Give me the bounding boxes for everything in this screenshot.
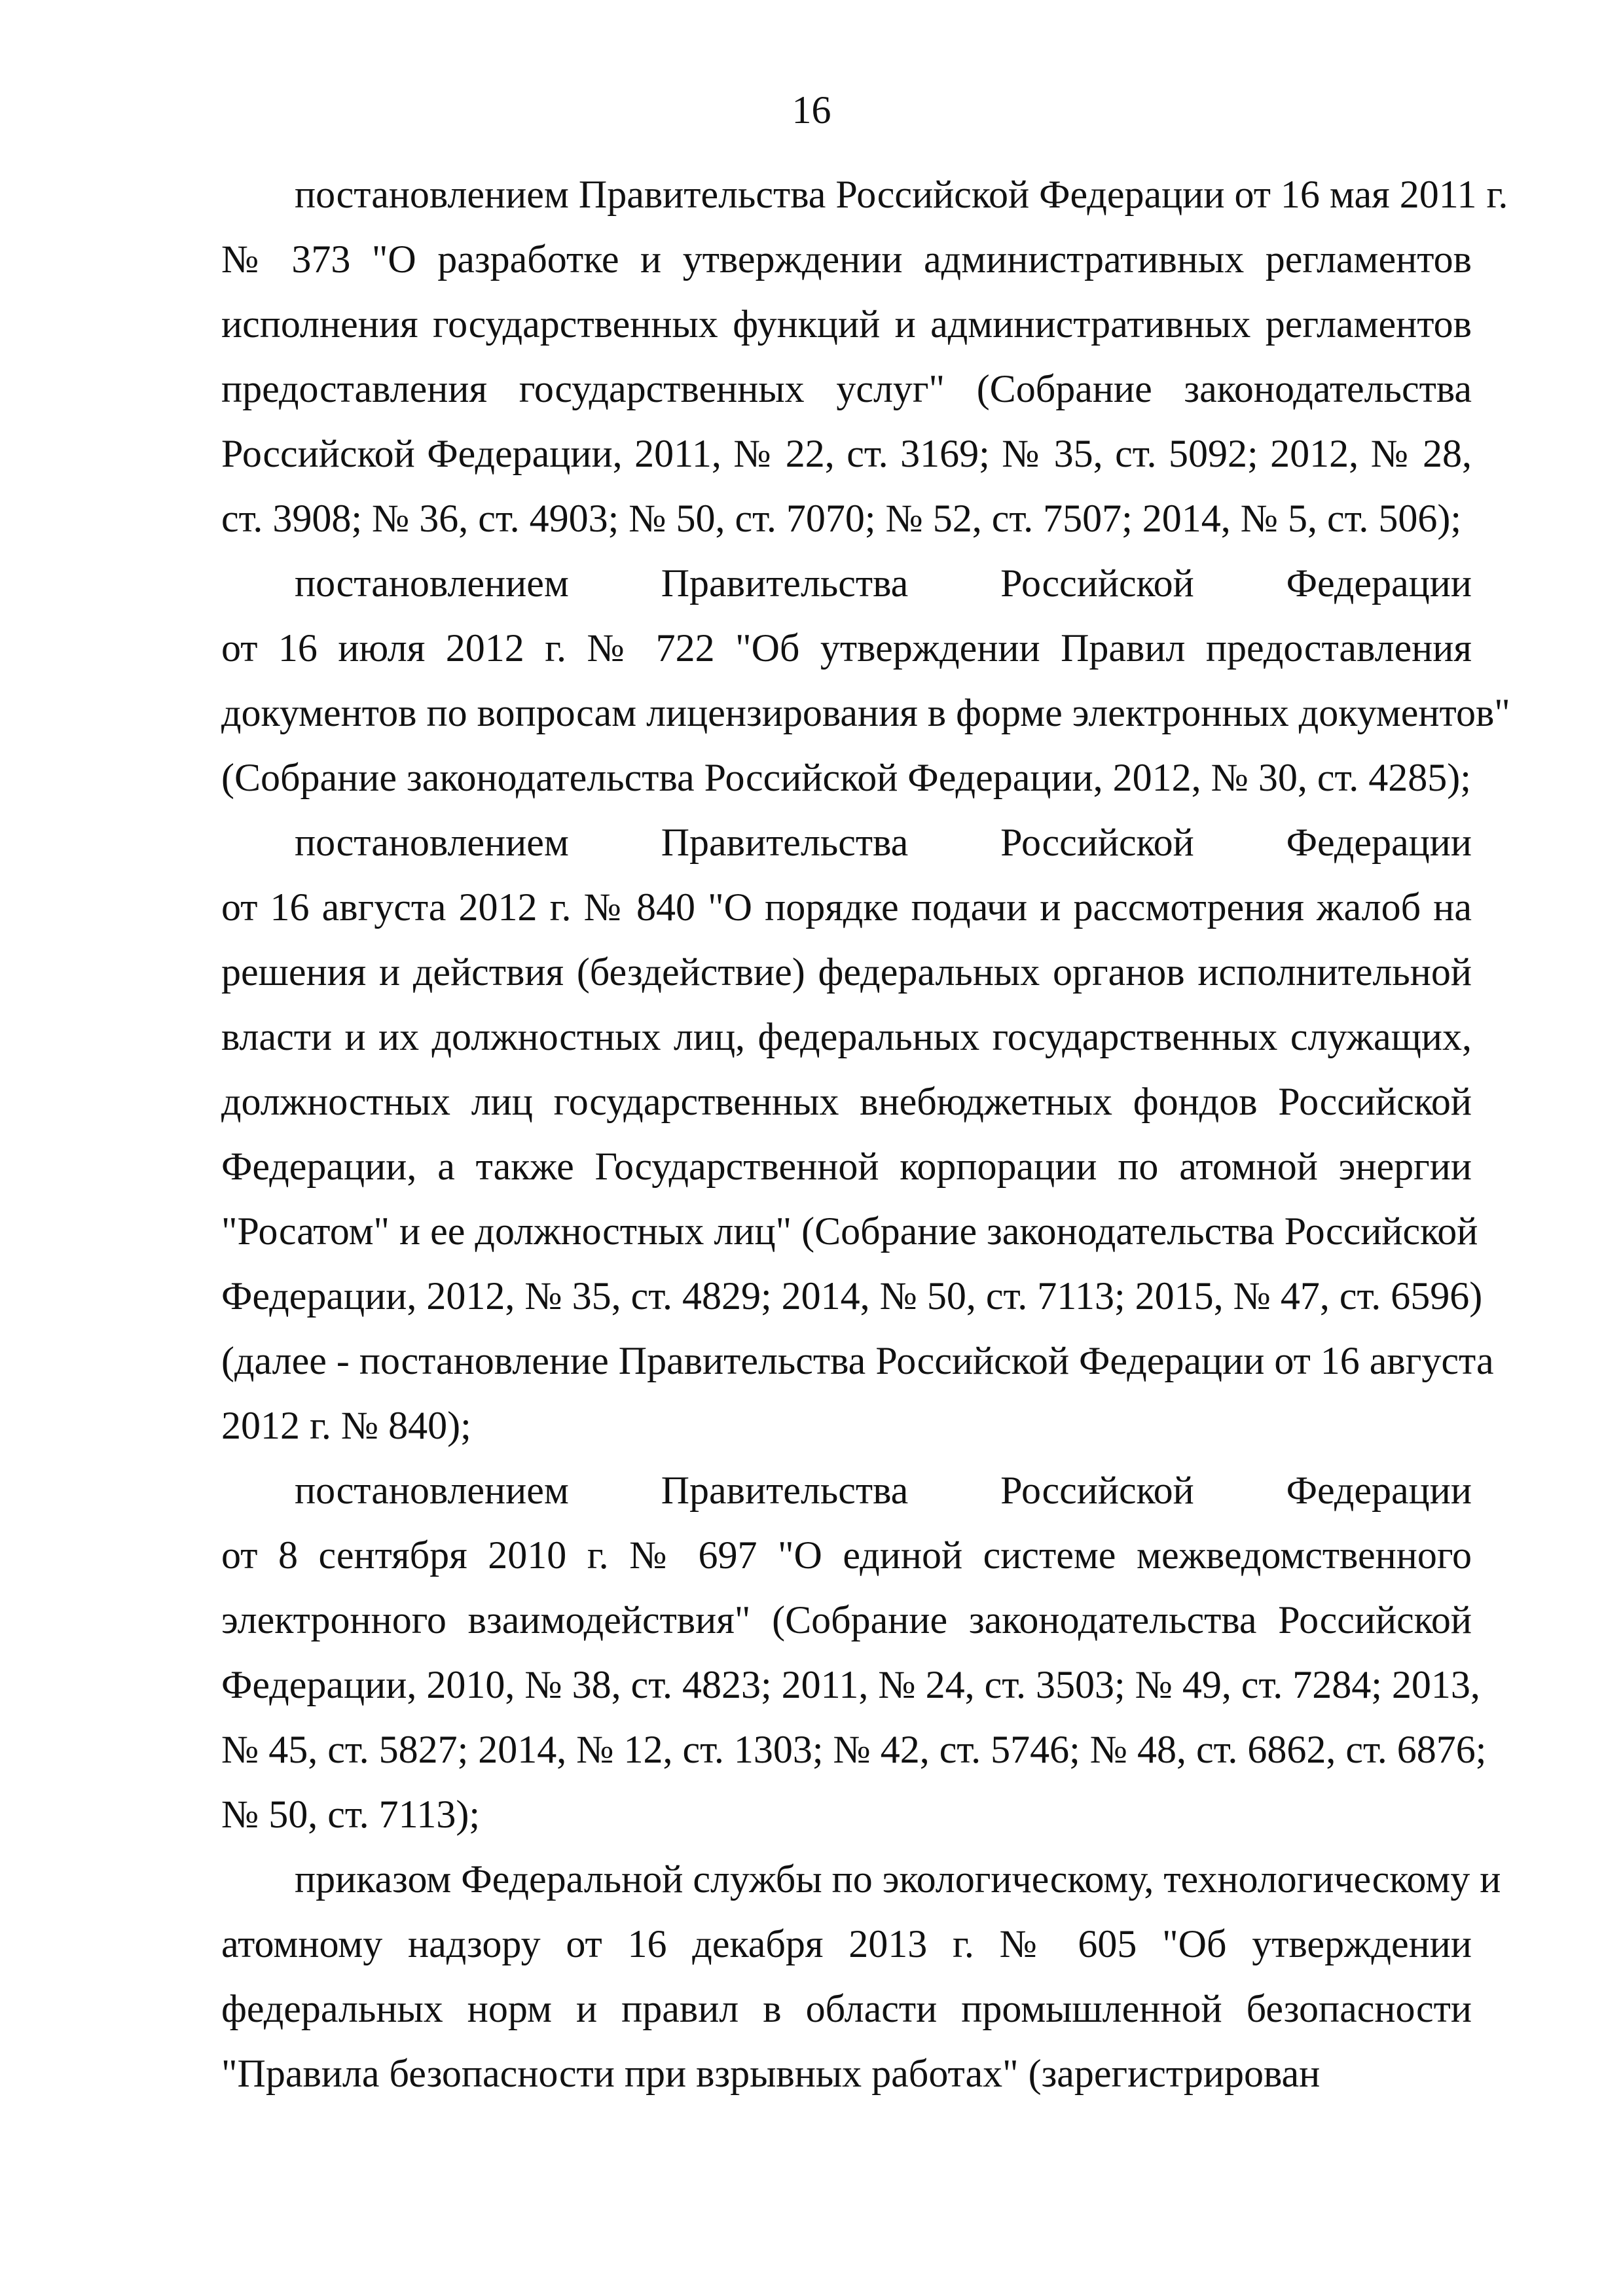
text-line: постановлением Правительства Российской Федерации: [295, 562, 1472, 605]
text-line: исполнения государственных функций и административных регламентов: [221, 302, 1472, 346]
text-line: постановлением Правительства Российской Федерации: [295, 821, 1472, 864]
paragraph: [221, 1847, 1501, 2106]
text-line: "Правила безопасности при взрывных работах" (зарегистрирован: [221, 2052, 1321, 2095]
text-line: (далее - постановление Правительства Российской Федерации от 16 августа: [221, 1339, 1494, 1382]
paragraph: [221, 810, 1494, 1458]
text-line: № 45, ст. 5827; 2014, № 12, ст. 1303; № 42, ст. 5746; № 48, ст. 6862, ст. 6876;: [221, 1728, 1487, 1771]
text-line: предоставления государственных услуг" (Собрание законодательства: [221, 367, 1472, 410]
text-line: документов по вопросам лицензирования в форме электронных документов": [221, 691, 1510, 734]
text-line: Федерации, а также Государственной корпорации по атомной энергии: [221, 1145, 1472, 1188]
text-line: электронного взаимодействия" (Собрание законодательства Российской: [221, 1598, 1472, 1641]
text-line: постановлением Правительства Российской Федерации: [295, 1469, 1472, 1512]
text-line: федеральных норм и правил в области промышленной безопасности: [221, 1987, 1472, 2030]
text-line: Федерации, 2012, № 35, ст. 4829; 2014, № 50, ст. 7113; 2015, № 47, ст. 6596): [221, 1274, 1483, 1318]
text-line: власти и их должностных лиц, федеральных государственных служащих,: [221, 1015, 1472, 1058]
paragraph: [221, 1458, 1487, 1847]
text-line: № 50, ст. 7113);: [221, 1793, 481, 1836]
text-line: от 16 августа 2012 г. № 840 "О порядке подачи и рассмотрения жалоб на: [221, 886, 1472, 929]
text-line: от 8 сентября 2010 г. № 697 "О единой системе межведомственного: [221, 1534, 1472, 1577]
text-line: приказом Федеральной службы по экологическому, технологическому и: [295, 1857, 1501, 1901]
text-line: должностных лиц государственных внебюджетных фондов Российской: [221, 1080, 1472, 1123]
paragraph: [221, 162, 1508, 551]
body-text: [221, 162, 1510, 2106]
text-line: атомному надзору от 16 декабря 2013 г. № 605 "Об утверждении: [221, 1922, 1472, 1965]
page-number: 16: [792, 88, 831, 132]
text-line: Федерации, 2010, № 38, ст. 4823; 2011, № 24, ст. 3503; № 49, ст. 7284; 2013,: [221, 1663, 1480, 1706]
text-line: ст. 3908; № 36, ст. 4903; № 50, ст. 7070; № 52, ст. 7507; 2014, № 5, ст. 506);: [221, 497, 1462, 540]
text-line: 2012 г. № 840);: [221, 1404, 471, 1447]
paragraph: [221, 551, 1510, 810]
text-line: № 373 "О разработке и утверждении административных регламентов: [221, 238, 1472, 281]
text-line: от 16 июля 2012 г. № 722 "Об утверждении Правил предоставления: [221, 626, 1472, 670]
text-line: (Собрание законодательства Российской Федерации, 2012, № 30, ст. 4285);: [221, 756, 1471, 799]
text-line: постановлением Правительства Российской Федерации от 16 мая 2011 г.: [295, 173, 1508, 216]
text-line: решения и действия (бездействие) федеральных органов исполнительной: [221, 950, 1472, 994]
text-line: Российской Федерации, 2011, № 22, ст. 3169; № 35, ст. 5092; 2012, № 28,: [221, 432, 1472, 475]
text-line: "Росатом" и ее должностных лиц" (Собрание законодательства Российской: [221, 1210, 1478, 1253]
